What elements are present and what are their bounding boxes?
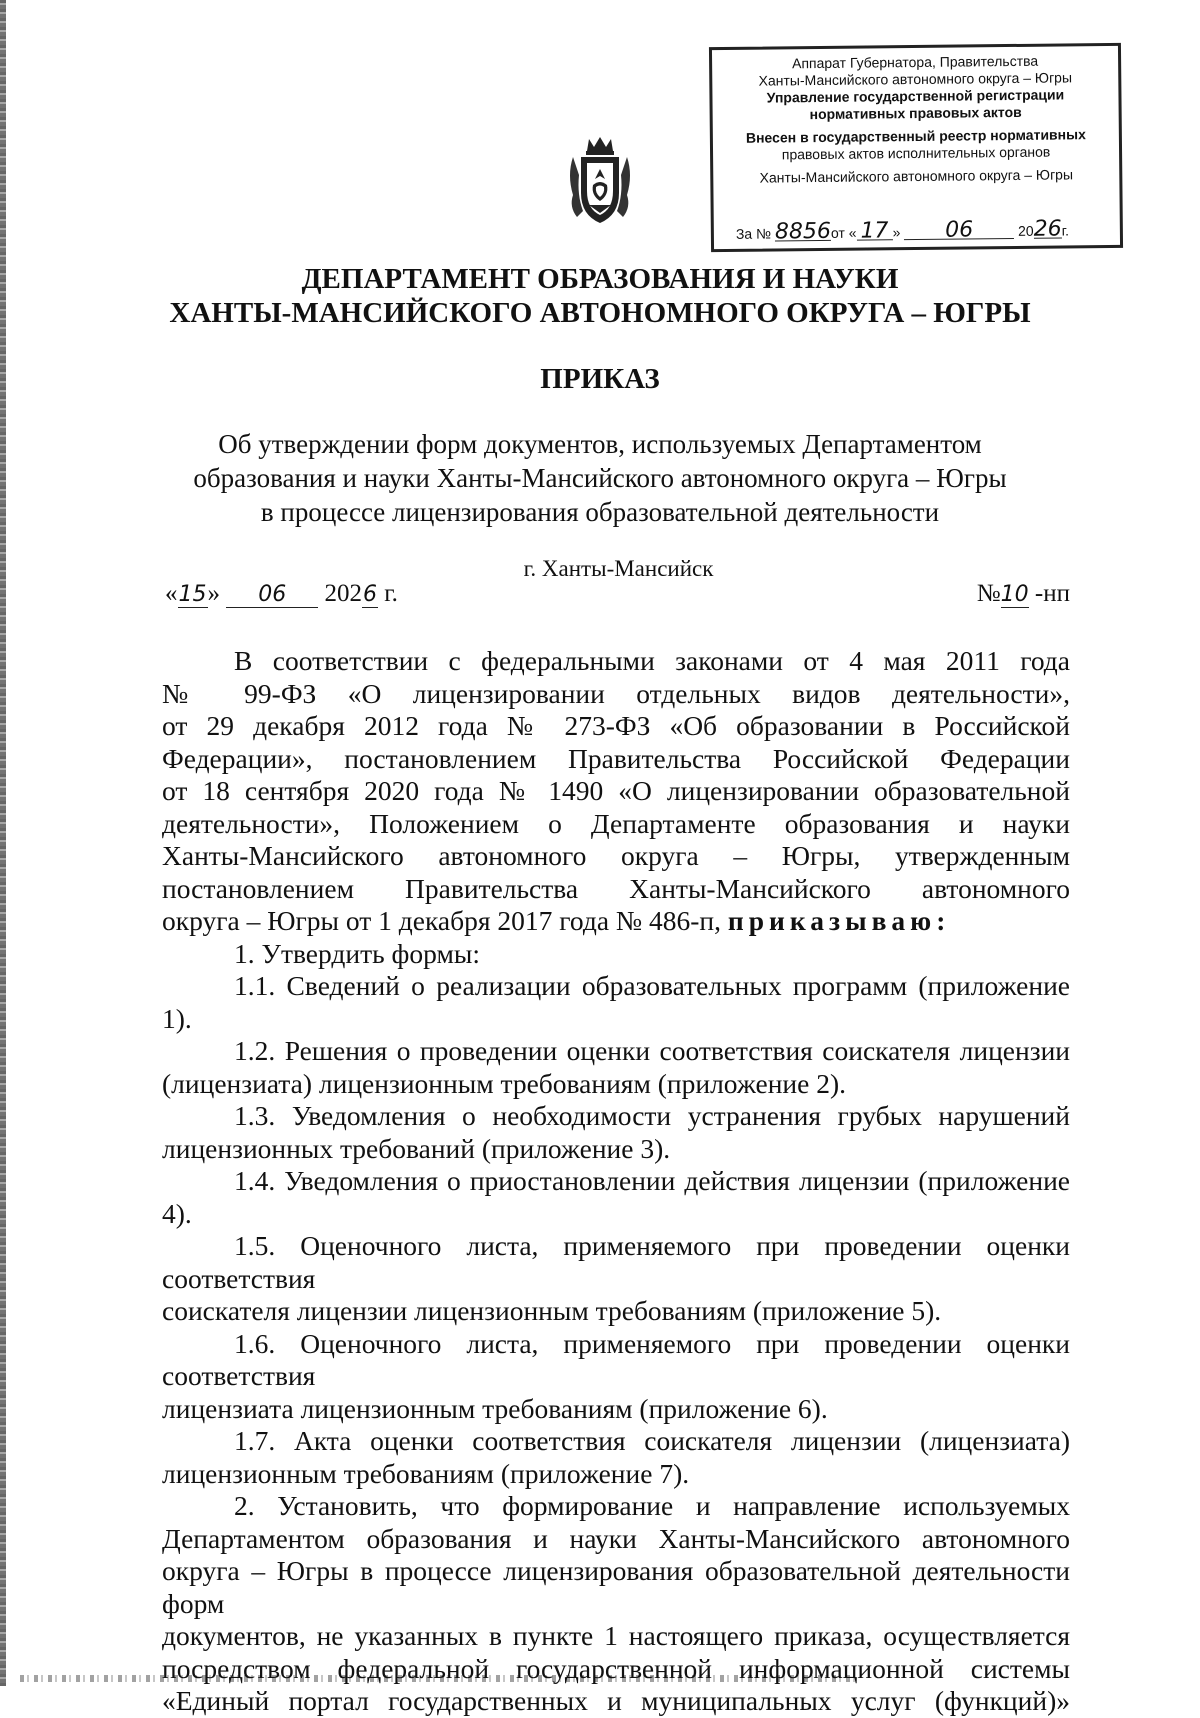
number-suffix: -нп (1034, 580, 1070, 607)
number-prefix: № (976, 580, 1001, 607)
item-1-1: 1.1. Сведений о реализации образовательных программ (приложение 1). (162, 970, 1070, 1034)
intro-line: В соответствии с федеральными законами от 4 мая 2011 года (234, 645, 1070, 676)
stamp-registration-line (735, 216, 1114, 245)
stamp-line-7: Ханты-Мансийского автономного округа – Югры (759, 166, 1074, 186)
intro-line: постановлением Правительства Ханты-Мансийского автономного (162, 872, 1070, 904)
stamp-reg-year-prefix: 20 (1017, 222, 1034, 239)
stamp-reg-from: от « (830, 224, 857, 241)
item-2-line: посредством федеральной государственной информационной системы (162, 1652, 1070, 1684)
item-2-line: документов, не указанных в пункте 1 настоящего приказа, осуществляется (162, 1620, 1070, 1651)
item-2-line: Департаментом образования и науки Ханты-Мансийского автономного (162, 1522, 1070, 1554)
date-year-prefix: 202 (324, 580, 362, 607)
registration-stamp (709, 43, 1123, 252)
city: г. Ханты-Мансийск (523, 556, 714, 581)
item-1-7-line-2: лицензионным требованиям (приложение 7). (162, 1457, 690, 1489)
stamp-reg-year-suffix: 26 (1033, 216, 1062, 242)
subject-line-1: Об утверждении форм документов, используемых Департаментом (218, 429, 982, 459)
intro-line: от 18 сентября 2020 года № 1490 «О лицензировании образовательной (162, 775, 1070, 806)
document-type: ПРИКАЗ (540, 363, 660, 395)
coat-of-arms-icon (565, 135, 635, 227)
document-number (977, 580, 1070, 608)
intro-line: Ханты-Мансийского автономного округа – Югры, утвержденным (162, 840, 1070, 871)
date-day: 15 (178, 582, 207, 607)
stamp-line-3: Управление государственной регистрации (766, 86, 1065, 106)
item-1-3-line-2: лицензионных требований (приложение 3). (162, 1132, 671, 1164)
item-2-line: 2. Установить, что формирование и направление используемых (234, 1490, 1070, 1521)
intro-line: от 29 декабря 2012 года № 273-ФЗ «Об образовании в Российской (162, 710, 1070, 741)
intro-last-line (162, 905, 1070, 938)
stamp-reg-month: 06 (904, 221, 1014, 240)
item-1-7-line-1: 1.7. Акта оценки соответствия соискателя лицензии (лицензиата) (234, 1425, 1070, 1456)
stamp-line-6: правовых актов исполнительных органов (781, 143, 1051, 163)
stamp-reg-day: 17 (856, 222, 892, 240)
item-1-4: 1.4. Уведомления о приостановлении действия лицензии (приложение 4). (162, 1165, 1070, 1229)
scan-left-edge (0, 0, 6, 1686)
stamp-line-1: Аппарат Губернатора, Правительства (791, 52, 1039, 72)
date-month: 06 (226, 582, 318, 608)
order-word: приказываю: (727, 905, 951, 936)
intro-line: деятельности», Положением о Департаменте образования и науки (162, 807, 1070, 839)
item-1: 1. Утвердить формы: (234, 937, 480, 969)
item-2-line: округа – Югры в процессе лицензирования образовательной деятельности форм (162, 1555, 1070, 1619)
department-title-line-1: ДЕПАРТАМЕНТ ОБРАЗОВАНИЯ И НАУКИ (301, 263, 899, 295)
subject-line-2: образования и науки Ханты-Мансийского автономного округа – Югры (193, 463, 1007, 493)
item-1-3-line-1: 1.3. Уведомления о необходимости устранения грубых нарушений (234, 1100, 1070, 1131)
stamp-line-5: Внесен в государственный реестр нормативных (745, 126, 1086, 146)
item-1-5-line-2: соискателя лицензии лицензионным требованиям (приложение 5). (162, 1295, 942, 1326)
item-1-6-line-1: 1.6. Оценочного листа, применяемого при проведении оценки соответствия (162, 1327, 1070, 1391)
intro-last-text: округа – Югры от 1 декабря 2017 года № 486-п, (162, 905, 722, 936)
stamp-reg-year-end: г. (1061, 222, 1070, 239)
item-1-6-line-2: лицензиата лицензионным требованиям (приложение 6). (162, 1392, 828, 1424)
stamp-line-2: Ханты-Мансийского автономного округа – Югры (758, 69, 1073, 89)
stamp-line-4: нормативных правовых актов (809, 103, 1022, 123)
stamp-reg-mid: » (892, 224, 901, 241)
department-title-line-2: ХАНТЫ-МАНСИЙСКОГО АВТОНОМНОГО ОКРУГА – ЮГРЫ (169, 297, 1031, 329)
intro-line: Федерации», постановлением Правительства Российской Федерации (162, 742, 1070, 774)
subject-line-3: в процессе лицензирования образовательной деятельности (260, 497, 940, 527)
item-1-5-line-1: 1.5. Оценочного листа, применяемого при проведении оценки соответствия (162, 1230, 1070, 1294)
item-2-line: «Единый портал государственных и муниципальных услуг (функций)» (162, 1685, 1070, 1716)
item-1-2-line-1: 1.2. Решения о проведении оценки соответствия соискателя лицензии (234, 1035, 1070, 1066)
number-value: 10 (1000, 582, 1029, 607)
item-1-2-line-2: (лицензиата) лицензионным требованиям (приложение 2). (162, 1067, 847, 1099)
stamp-reg-prefix: За № (735, 225, 772, 242)
document-body (162, 645, 1070, 1718)
date-year-suffix: г. (384, 580, 398, 607)
intro-line: № 99-ФЗ «О лицензировании отдельных видов деятельности», (162, 677, 1070, 709)
date-open-quote: « (165, 580, 178, 607)
date-close-quote: » (207, 580, 220, 607)
stamp-reg-number: 8856 (774, 218, 832, 245)
document-date (165, 580, 398, 608)
date-year-digit: 6 (363, 582, 377, 607)
